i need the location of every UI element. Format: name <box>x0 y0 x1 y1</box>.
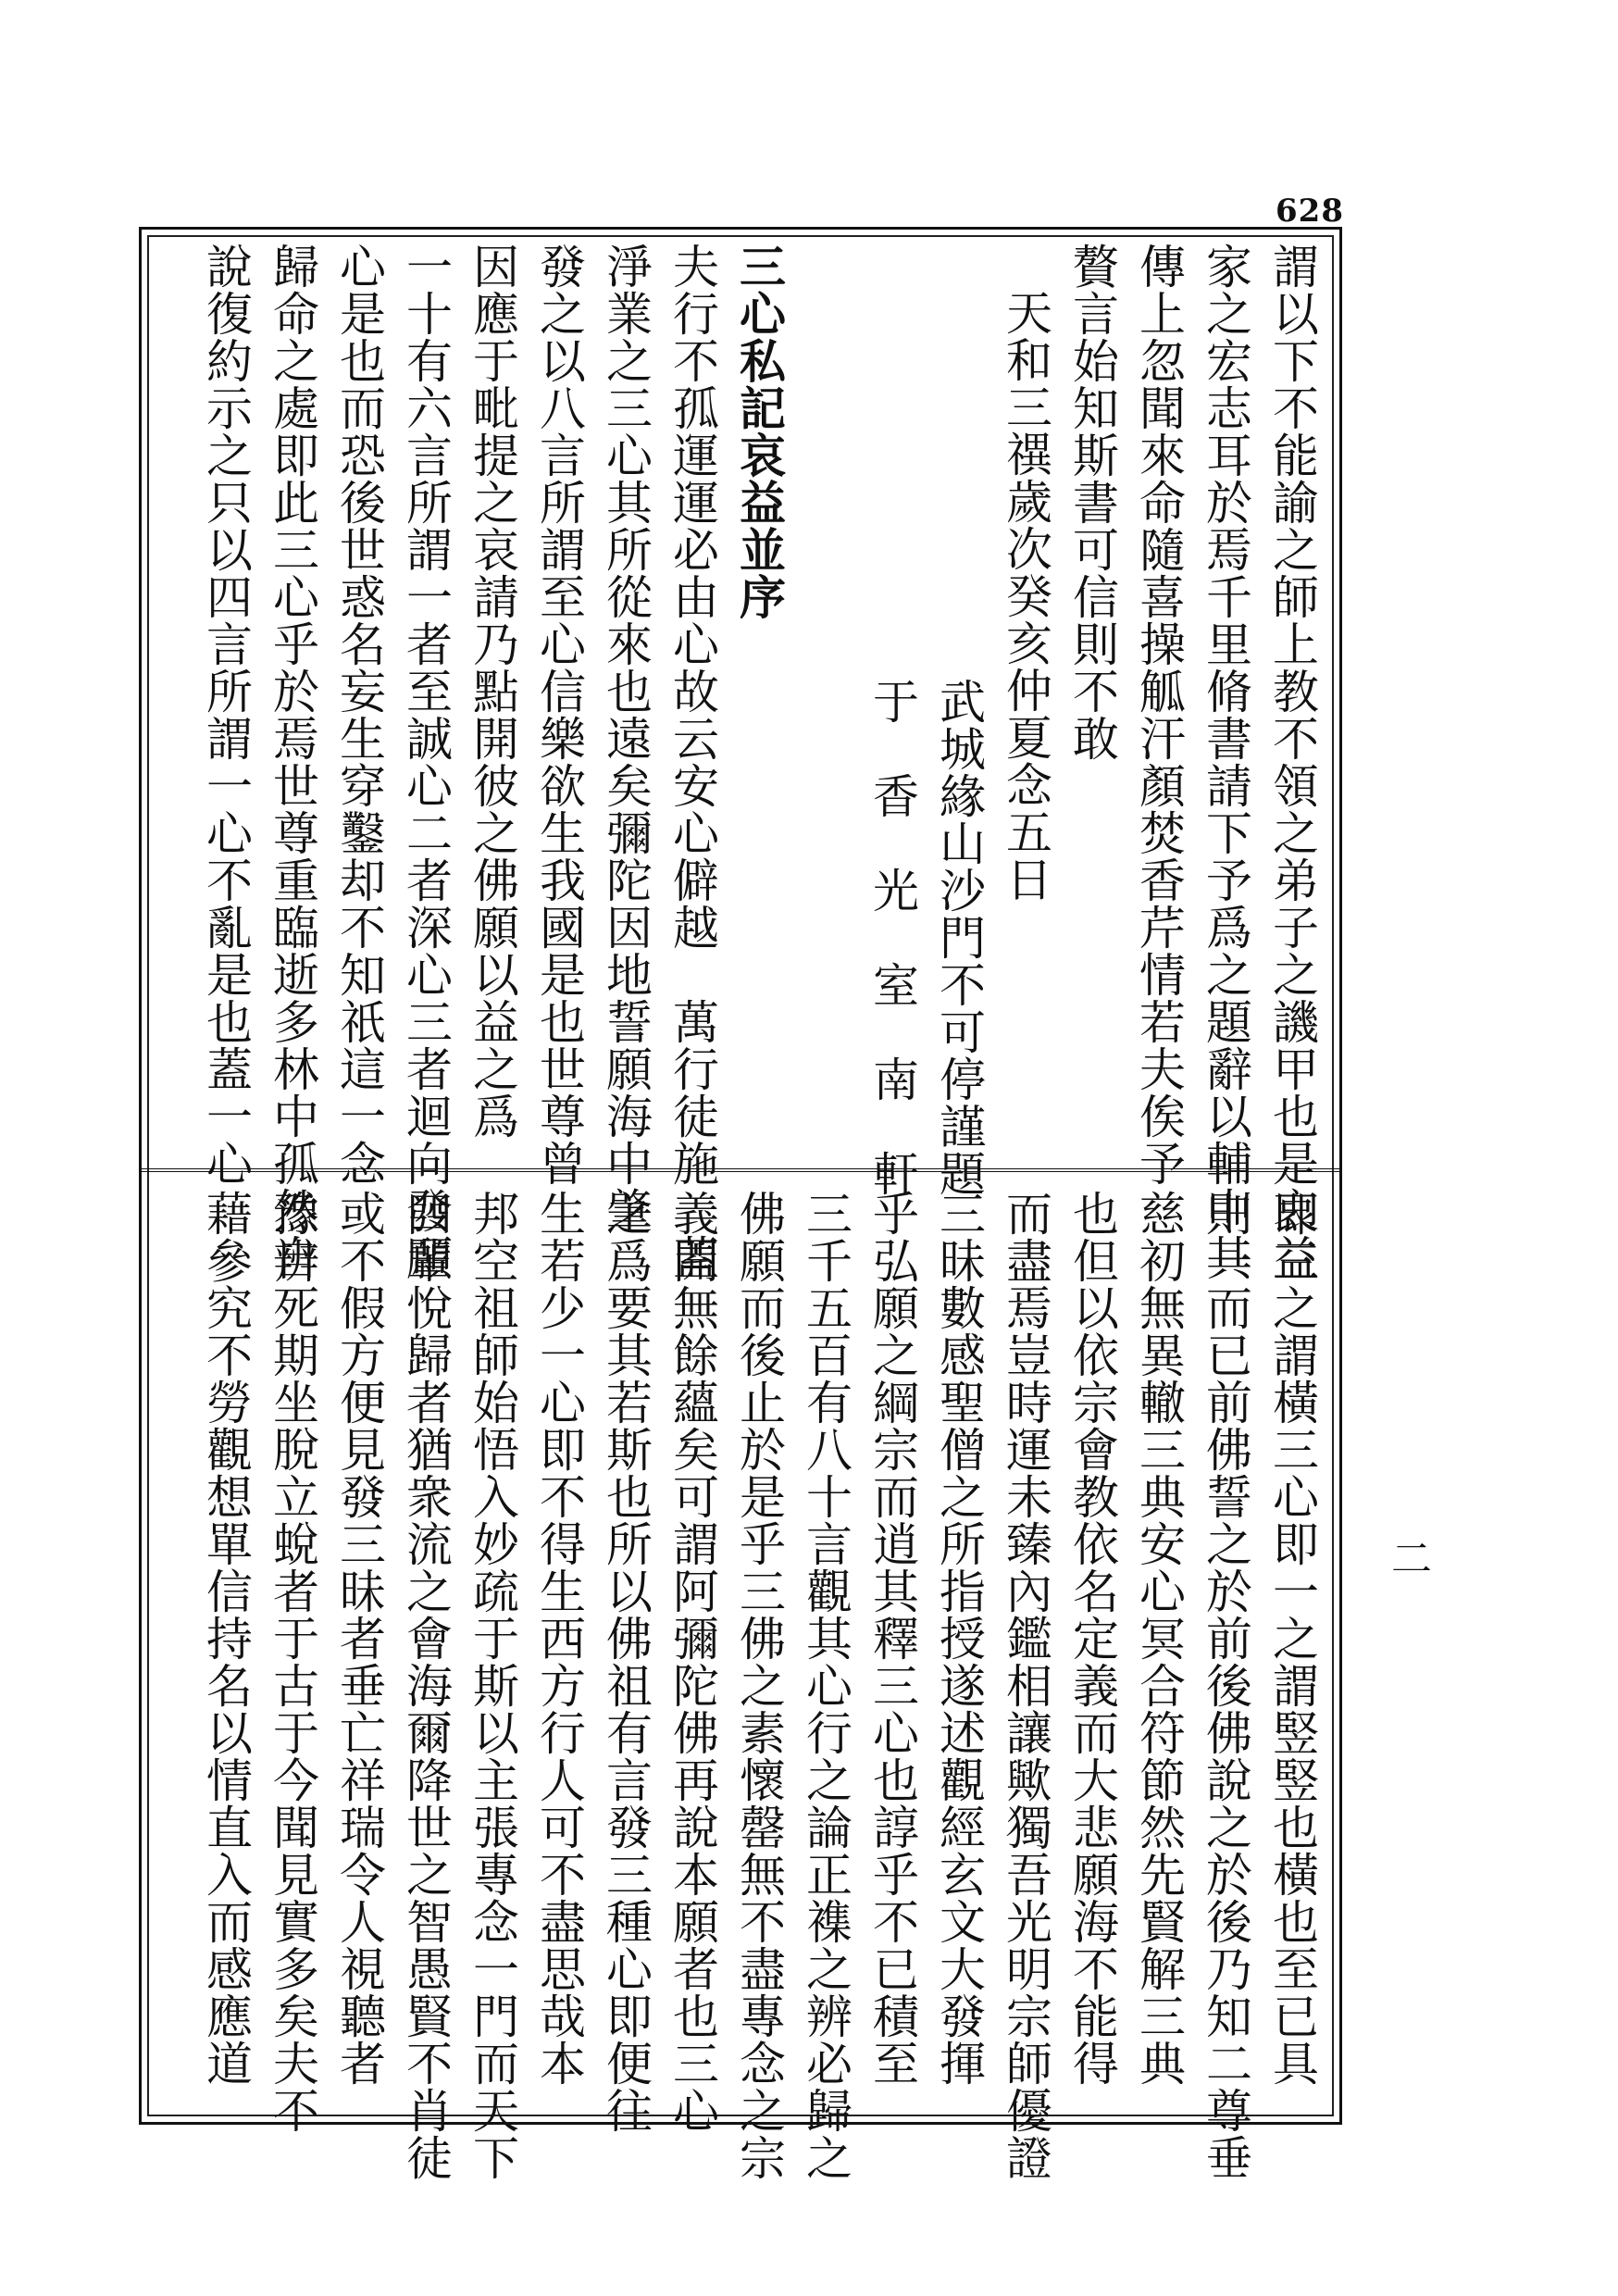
text-column: 夫行不孤運運必由心故云安心僻越 萬行徒施 蓋 <box>666 243 719 1281</box>
text-column: 家之宏志耳於焉千里脩書請下予爲之題辭以輔中其 <box>1199 243 1252 1281</box>
text-column: 慈初無異轍三典安心冥合符節然先賢解三典 <box>1132 1190 1186 2087</box>
text-column: 佛願而後止於是乎三佛之素懷罄無不盡專念之宗 <box>732 1190 786 2181</box>
text-column: 豫辨死期坐脫立蛻者于古于今聞見實多矣夫不 <box>266 1190 319 2134</box>
bottom-text-block <box>199 1190 1324 2181</box>
text-column: 一十有六言所謂一者至誠心二者深心三者迴向發願 <box>399 243 453 1281</box>
text-column: 謂以下不能諭之師上教不領之弟子之譏甲也是哀益 <box>1265 243 1319 1281</box>
section-marker: 二 <box>1384 1537 1431 1578</box>
text-column: 傳上忽聞來命隨喜操觚汗顏焚香芹情若夫俟予 <box>1132 243 1186 1187</box>
text-column: 四輩悅歸者猶衆流之會海爾降世之智愚賢不肖徒 <box>399 1190 453 2181</box>
text-column: 之爲要其若斯也所以佛祖有言發三種心即便往 <box>599 1190 653 2134</box>
text-column: 乎弘願之綱宗而逍其釋三心也諄乎不已積至 <box>865 1190 919 2087</box>
text-column: 贅言始知斯書可信則不敢 <box>1065 243 1119 762</box>
text-column: 因應于毗提之哀請乃點開彼之佛願以益之爲 <box>466 243 519 1140</box>
text-column: 于 香 光 室 南 軒 <box>865 678 919 1197</box>
text-column: 或不假方便見發三昧者垂亡祥瑞令人視聽者 <box>332 1190 386 2087</box>
text-column: 武城緣山沙門不可停謹題 <box>932 678 986 1197</box>
text-column: 三千五百有八十言觀其心行之論正襍之辨必歸之 <box>799 1190 853 2181</box>
top-text-block <box>199 243 1324 1281</box>
text-column: 即三之謂橫三心即一之謂竪竪也橫也至已具 <box>1265 1190 1319 2087</box>
text-column: 義開無餘蘊矣可謂阿彌陀佛再說本願者也三心 <box>666 1190 719 2134</box>
text-column <box>794 243 857 1154</box>
text-column: 發之以八言所謂至心信樂欲生我國是也世尊曾 <box>532 243 586 1187</box>
text-column: 藉參究不勞觀想單信持名以情直入而感應道 <box>199 1190 253 2087</box>
text-column: 歸命之處即此三心乎於焉世尊重臨逝多林中孤然自 <box>266 243 319 1281</box>
text-column: 淨業之三心其所從來也遠矣彌陀因地誓願海中肇 <box>599 243 653 1234</box>
text-column: 心是也而恐後世惑名妄生穿鑿却不知祇這一念 <box>332 243 386 1187</box>
section-title: 三心私記哀益並序 <box>732 243 787 620</box>
text-column: 也但以依宗會教依名定義而大悲願海不能得 <box>1065 1190 1119 2087</box>
text-column: 生若少一心即不得生西方行人可不盡思哉本 <box>532 1190 586 2087</box>
text-column: 三昧數感聖僧之所指授遂述觀經玄文大發揮 <box>932 1190 986 2087</box>
text-column: 說復約示之只以四言所謂一心不亂是也蓋一心 <box>199 243 253 1187</box>
text-column: 天和三禩歲次癸亥仲夏念五日 <box>999 289 1052 903</box>
text-column: 則一而已前佛誓之於前後佛說之於後乃知二尊垂 <box>1199 1190 1252 2181</box>
page-number: 628 <box>1276 193 1344 230</box>
text-column: 而盡焉豈時運未臻內鑑相讓歟獨吾光明宗師優證 <box>999 1190 1052 2181</box>
text-column: 邦空祖師始悟入妙疏于斯以主張專念一門而天下 <box>466 1190 519 2181</box>
